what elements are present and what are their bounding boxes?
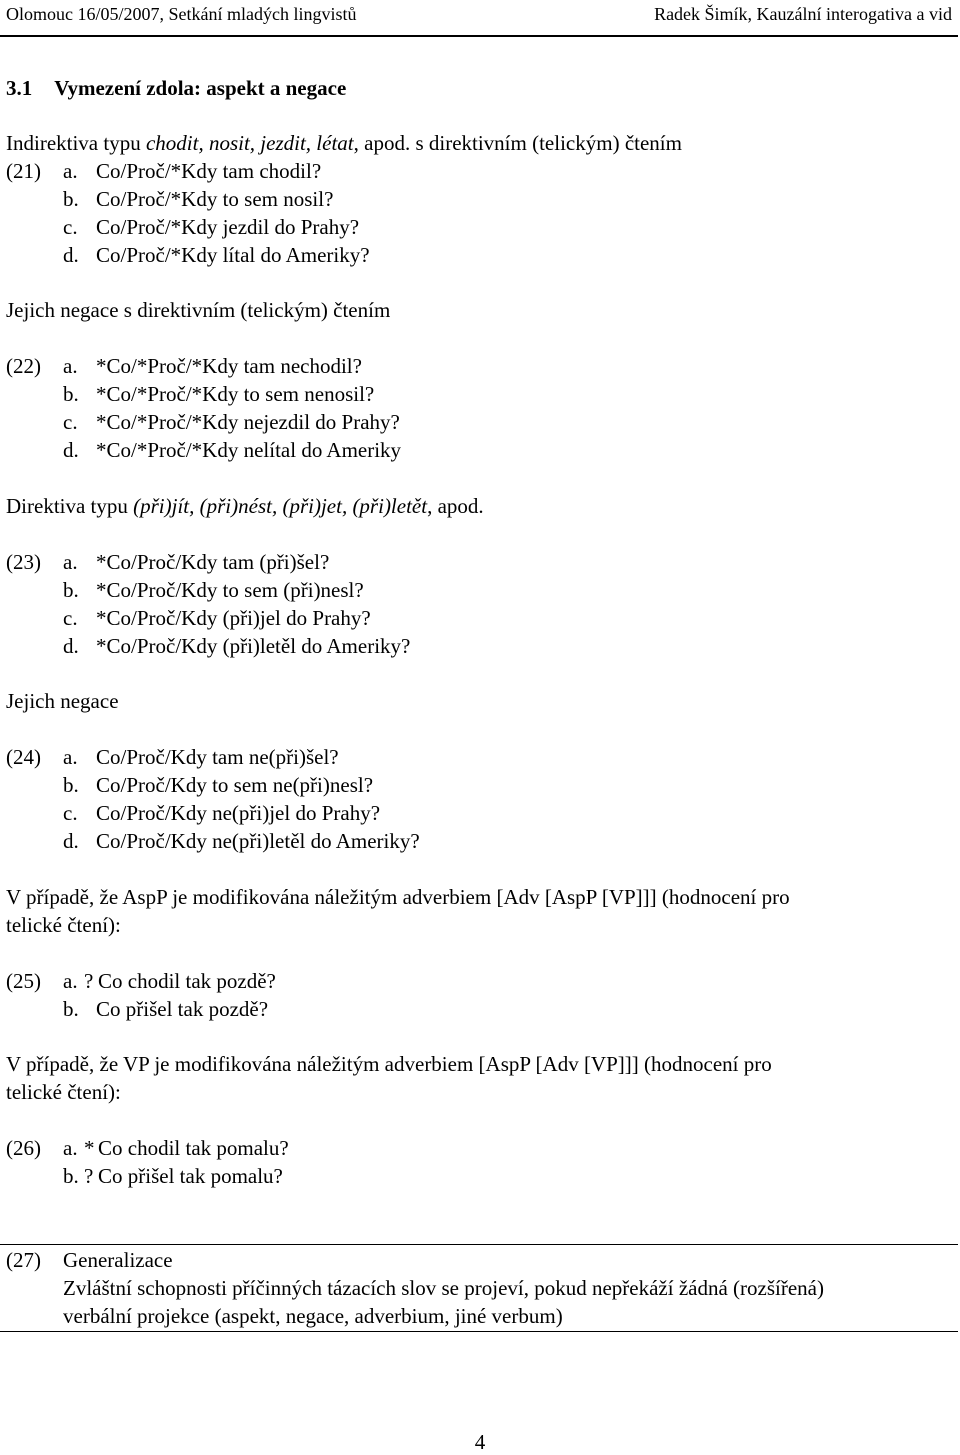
header-left: Olomouc 16/05/2007, Setkání mladých lingvistů (6, 4, 357, 24)
judgement-mark: ? (84, 1164, 94, 1188)
example-item: Co/Proč/Kdy ne(při)letěl do Ameriky? (96, 829, 420, 853)
example-number: (27) (6, 1248, 41, 1272)
example-item: Co přišel tak pomalu? (98, 1164, 283, 1188)
page-number: 4 (474, 1430, 486, 1454)
intro-directives-verbs: (při)jít, (při)nést, (při)jet, (při)letět (133, 494, 428, 518)
example-item: Co chodil tak pomalu? (98, 1136, 289, 1160)
intro-negation: Jejich negace (6, 689, 119, 713)
intro-vp-adverb-line1: V případě, že VP je modifikována náležitým adverbiem [AspP [Adv [VP]]] (hodnocení pro (6, 1052, 772, 1076)
example-number: (24) (6, 745, 41, 769)
intro-vp-adverb-line2: telické čtení): (6, 1080, 121, 1104)
example-item: *Co/*Proč/*Kdy tam nechodil? (96, 354, 362, 378)
section-title: Vymezení zdola: aspekt a negace (54, 76, 347, 100)
example-number: (26) (6, 1136, 41, 1160)
example-item: Co/Proč/Kdy ne(při)jel do Prahy? (96, 801, 381, 825)
example-number: (23) (6, 550, 41, 574)
header-right: Radek Šimík, Kauzální interogativa a vid (654, 4, 952, 24)
example-item: Co/Proč/Kdy to sem ne(při)nesl? (96, 773, 374, 797)
intro-negation-directive: Jejich negace s direktivním (telickým) čtením (6, 298, 391, 322)
example-item: *Co/Proč/Kdy (při)jel do Prahy? (96, 606, 371, 630)
header-rule (0, 35, 958, 37)
intro-indirectives: Indirektiva typu chodit, nosit, jezdit, létat, apod. s direktivním (telickým) čtením (6, 131, 682, 155)
example-item: Co/Proč/Kdy tam ne(při)šel? (96, 745, 339, 769)
example-item: Co/Proč/*Kdy jezdil do Prahy? (96, 215, 360, 239)
example-item: Co/Proč/*Kdy tam chodil? (96, 159, 322, 183)
judgement-mark: * (84, 1136, 95, 1160)
example-item: *Co/*Proč/*Kdy to sem nenosil? (96, 382, 375, 406)
example-item: Co chodil tak pozdě? (98, 969, 276, 993)
example-number: (25) (6, 969, 41, 993)
example-item: Co/Proč/*Kdy to sem nosil? (96, 187, 334, 211)
example-item: *Co/Proč/Kdy to sem (při)nesl? (96, 578, 364, 602)
example-item: Co/Proč/*Kdy lítal do Ameriky? (96, 243, 370, 267)
example-number: (21) (6, 159, 41, 183)
running-header (6, 4, 952, 28)
intro-asp-adverb-line1: V případě, že AspP je modifikována náležitým adverbiem [Adv [AspP [VP]]] (hodnocení pro (6, 885, 790, 909)
example-item: *Co/*Proč/*Kdy nelítal do Ameriky (96, 438, 402, 462)
generalization-text-line1: Zvláštní schopnosti příčinných tázacích slov se projeví, pokud nepřekáží žádná (rozšířená) (63, 1276, 824, 1300)
example-number: (22) (6, 354, 41, 378)
example-item: *Co/*Proč/*Kdy nejezdil do Prahy? (96, 410, 400, 434)
example-item: *Co/Proč/Kdy tam (při)šel? (96, 550, 330, 574)
intro-indirectives-verbs: chodit, nosit, jezdit, létat (145, 131, 354, 155)
section-number: 3.1 (6, 76, 33, 100)
section-heading (6, 75, 346, 101)
generalization-text-line2: verbální projekce (aspekt, negace, adverbium, jiné verbum) (63, 1304, 563, 1328)
generalization-title: Generalizace (63, 1248, 173, 1272)
judgement-mark: ? (84, 969, 94, 993)
example-item: Co přišel tak pozdě? (96, 997, 269, 1021)
intro-directives: Direktiva typu (při)jít, (při)nést, (při)jet, (při)letět, apod. (6, 494, 484, 518)
example-item: *Co/Proč/Kdy (při)letěl do Ameriky? (96, 634, 411, 658)
intro-asp-adverb-line2: telické čtení): (6, 913, 121, 937)
